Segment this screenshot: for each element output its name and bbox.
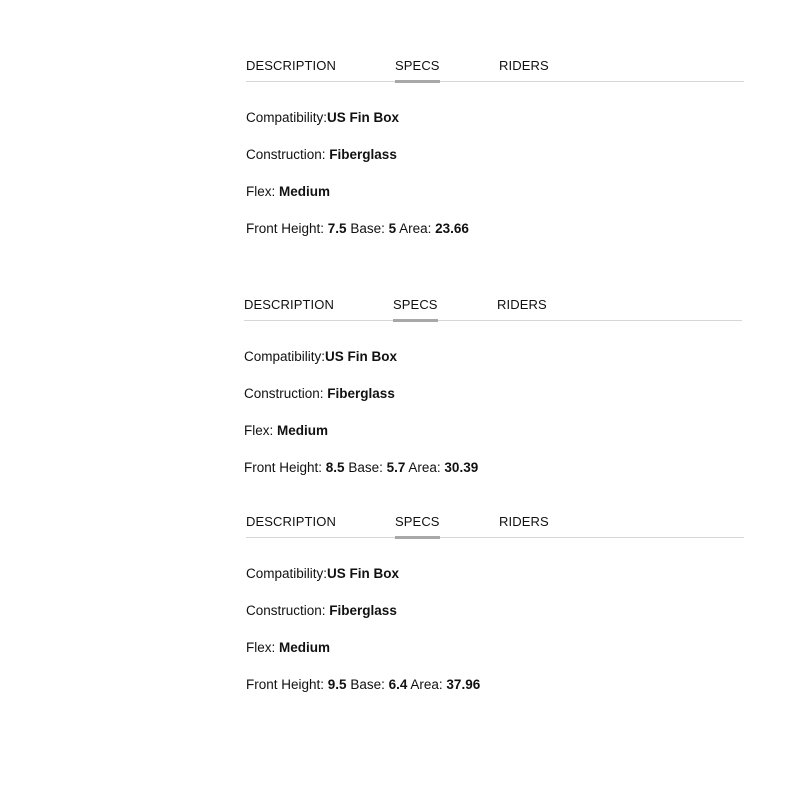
construction-value: Fiberglass <box>327 386 395 401</box>
area-value: 23.66 <box>435 221 469 236</box>
flex-label: Flex: <box>246 640 280 655</box>
tab-description[interactable]: DESCRIPTION <box>246 514 336 529</box>
compatibility-row <box>246 566 399 582</box>
tab-specs[interactable]: SPECS <box>395 58 440 79</box>
construction-row <box>246 147 397 163</box>
area-value: 30.39 <box>444 460 479 475</box>
fin-specs-panel-1 <box>246 58 744 236</box>
front-height-value: 7.5 <box>327 221 347 236</box>
compatibility-label: Compatibility: <box>244 349 326 364</box>
compatibility-row <box>244 349 397 365</box>
compatibility-row <box>246 110 399 126</box>
area-label: Area: <box>407 677 447 692</box>
base-value: 5 <box>388 221 397 236</box>
area-label: Area: <box>396 221 436 236</box>
construction-value: Fiberglass <box>329 147 397 162</box>
tab-bar <box>244 297 742 321</box>
compatibility-value: US Fin Box <box>327 566 400 581</box>
fin-specs-panel-2 <box>244 297 742 475</box>
dimensions-row <box>244 460 478 476</box>
flex-label: Flex: <box>246 184 280 199</box>
construction-label: Construction: <box>246 147 330 162</box>
base-label: Base: <box>344 460 387 475</box>
front-height-label: Front Height: <box>244 460 326 475</box>
tab-specs[interactable]: SPECS <box>395 514 440 535</box>
area-label: Area: <box>405 460 445 475</box>
compatibility-value: US Fin Box <box>325 349 398 364</box>
compatibility-label: Compatibility: <box>246 110 328 125</box>
construction-label: Construction: <box>244 386 328 401</box>
base-value: 5.7 <box>386 460 406 475</box>
flex-value: Medium <box>279 640 331 655</box>
flex-row <box>244 423 328 439</box>
compatibility-label: Compatibility: <box>246 566 328 581</box>
tab-specs[interactable]: SPECS <box>393 297 438 318</box>
tab-riders[interactable]: RIDERS <box>499 58 549 73</box>
area-value: 37.96 <box>446 677 481 692</box>
construction-label: Construction: <box>246 603 330 618</box>
flex-value: Medium <box>277 423 329 438</box>
front-height-value: 9.5 <box>327 677 347 692</box>
construction-value: Fiberglass <box>329 603 397 618</box>
base-label: Base: <box>346 677 389 692</box>
tab-bar <box>246 514 744 538</box>
construction-row <box>244 386 395 402</box>
flex-row <box>246 184 330 200</box>
base-value: 6.4 <box>388 677 408 692</box>
tab-riders[interactable]: RIDERS <box>497 297 547 312</box>
compatibility-value: US Fin Box <box>327 110 400 125</box>
flex-row <box>246 640 330 656</box>
flex-value: Medium <box>279 184 331 199</box>
tab-bar <box>246 58 744 82</box>
flex-label: Flex: <box>244 423 278 438</box>
dimensions-row <box>246 677 480 693</box>
dimensions-row <box>246 221 469 237</box>
front-height-label: Front Height: <box>246 221 328 236</box>
fin-specs-panel-3 <box>246 514 744 692</box>
tab-riders[interactable]: RIDERS <box>499 514 549 529</box>
tab-description[interactable]: DESCRIPTION <box>244 297 334 312</box>
front-height-value: 8.5 <box>325 460 345 475</box>
front-height-label: Front Height: <box>246 677 328 692</box>
construction-row <box>246 603 397 619</box>
tab-description[interactable]: DESCRIPTION <box>246 58 336 73</box>
base-label: Base: <box>346 221 389 236</box>
